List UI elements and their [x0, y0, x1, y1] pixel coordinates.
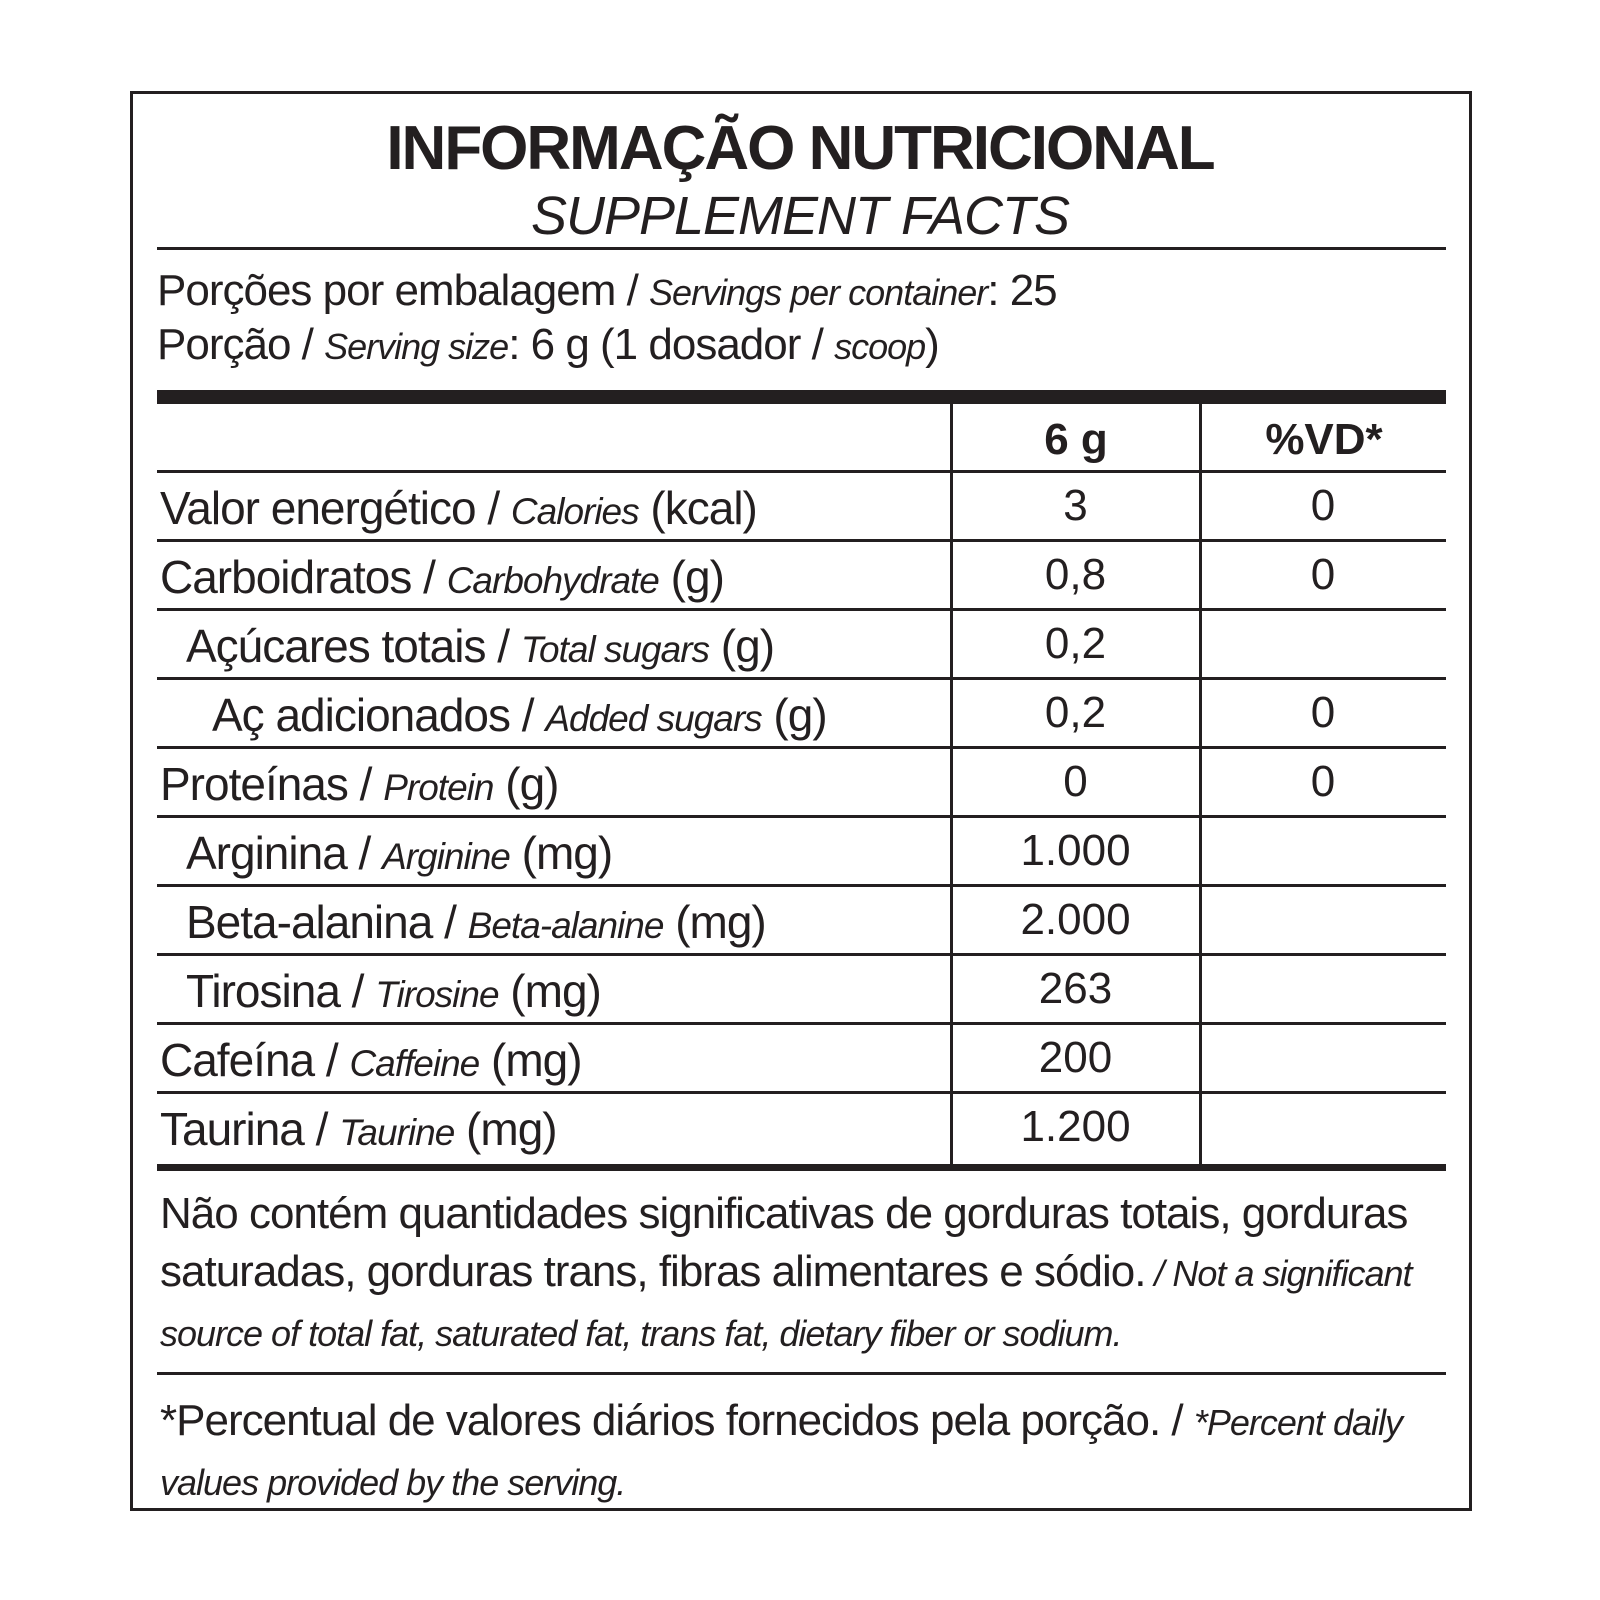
label-subtitle: SUPPLEMENT FACTS [530, 186, 1070, 246]
nutrient-amount: 0 [1063, 757, 1088, 806]
nutrient-name-pt: Proteínas / [160, 758, 384, 810]
table-row [157, 749, 1446, 818]
footnote-not-significant-pt: Não contém quantidades significativas de gorduras totais, gorduras saturadas, gorduras trans, fibras alimentares e sódio. [160, 1189, 1408, 1296]
serving-size-scoop: scoop [834, 326, 926, 367]
serving-size-value: : 6 g (1 dosador / [508, 320, 835, 369]
nutrient-name-en: Added sugars [545, 698, 762, 739]
footnote-daily-values [160, 1392, 1450, 1512]
nutrient-name [160, 550, 724, 604]
table-row [157, 887, 1446, 956]
nutrient-amount: 3 [1063, 481, 1088, 530]
servings-per-container-en: Servings per container [649, 272, 988, 313]
column-header-amount: 6 g [1044, 415, 1108, 464]
nutrient-daily-value: 0 [1310, 550, 1336, 599]
nutrient-name-pt: Taurina / [160, 1103, 340, 1155]
nutrient-daily-value: 0 [1310, 757, 1336, 806]
nutrient-unit: (g) [761, 689, 827, 741]
nutrient-amount: 263 [1038, 964, 1113, 1013]
footnote-not-significant-en: / Not a significant source of total fat, saturated fat, trans fat, dietary fiber or sodium. [160, 1253, 1412, 1354]
nutrient-name-pt: Carboidratos / [160, 551, 447, 603]
table-row [157, 542, 1446, 611]
nutrient-name-en: Total sugars [520, 629, 710, 670]
divider-thick-bottom [157, 1164, 1446, 1171]
nutrient-amount: 0,2 [1044, 688, 1107, 737]
nutrient-name [186, 964, 601, 1018]
footnote-not-significant [160, 1185, 1450, 1363]
nutrient-name-en: Protein [383, 767, 494, 808]
nutrient-name [160, 1033, 582, 1087]
column-header-dv: %VD* [1265, 415, 1383, 464]
servings-per-container-pt: Porções por embalagem / [157, 266, 650, 315]
divider-footnotes [157, 1372, 1446, 1375]
nutrient-amount: 0,2 [1044, 619, 1107, 668]
serving-size-close: ) [925, 320, 939, 369]
nutrient-name-en: Arginine [382, 836, 510, 877]
nutrient-unit: (g) [493, 758, 559, 810]
nutrient-name-en: Caffeine [349, 1043, 480, 1084]
nutrient-name-pt: Açúcares totais / [186, 620, 521, 672]
nutrient-amount: 1.200 [1020, 1102, 1131, 1151]
nutrient-name-en: Tirosine [375, 974, 499, 1015]
nutrient-name [212, 688, 827, 742]
servings-per-container-value: : 25 [987, 266, 1057, 315]
nutrient-unit: (g) [658, 551, 724, 603]
footnote-daily-values-en: *Percent daily values provided by the serving. [160, 1402, 1402, 1503]
servings-per-container [157, 266, 1057, 316]
table-row [157, 473, 1446, 542]
nutrient-unit: (mg) [663, 896, 766, 948]
nutrient-name-en: Calories [510, 491, 639, 532]
nutrient-name [186, 826, 612, 880]
table-row [157, 818, 1446, 887]
nutrient-name-pt: Aç adicionados / [212, 689, 546, 741]
nutrient-name-pt: Arginina / [186, 827, 383, 879]
nutrient-name [160, 1102, 557, 1156]
table-row [157, 1094, 1446, 1163]
nutrient-name-en: Taurine [339, 1112, 455, 1153]
table-row [157, 1025, 1446, 1094]
table-row [157, 680, 1446, 749]
nutrient-amount: 2.000 [1020, 895, 1131, 944]
footnote-daily-values-pt: *Percentual de valores diários fornecidos pela porção. / [160, 1396, 1194, 1445]
serving-size-en: Serving size [324, 326, 509, 367]
nutrient-unit: (mg) [498, 965, 601, 1017]
divider-title [157, 247, 1446, 250]
nutrient-unit: (g) [709, 620, 775, 672]
nutrient-name-en: Beta-alanine [467, 905, 664, 946]
nutrient-unit: (kcal) [638, 482, 757, 534]
nutrient-name-pt: Valor energético / [160, 482, 511, 534]
nutrient-name-pt: Tirosina / [186, 965, 376, 1017]
nutrient-amount: 0,8 [1044, 550, 1107, 599]
nutrient-name [186, 895, 766, 949]
nutrient-amount: 1.000 [1020, 826, 1131, 875]
nutrient-name-pt: Cafeína / [160, 1034, 350, 1086]
nutrient-name [186, 619, 774, 673]
nutrient-name [160, 757, 558, 811]
nutrient-amount: 200 [1038, 1033, 1113, 1082]
label-title: INFORMAÇÃO NUTRICIONAL [386, 114, 1214, 183]
table-row [157, 956, 1446, 1025]
nutrient-name [160, 481, 757, 535]
serving-size-pt: Porção / [157, 320, 325, 369]
table-row [157, 611, 1446, 680]
nutrient-unit: (mg) [454, 1103, 557, 1155]
nutrient-daily-value: 0 [1310, 481, 1336, 530]
nutrient-daily-value: 0 [1310, 688, 1336, 737]
divider-thick-top [157, 390, 1446, 404]
serving-size [157, 320, 939, 370]
nutrient-name-en: Carbohydrate [446, 560, 659, 601]
nutrient-unit: (mg) [479, 1034, 582, 1086]
nutrient-name-pt: Beta-alanina / [186, 896, 468, 948]
nutrient-unit: (mg) [509, 827, 613, 879]
